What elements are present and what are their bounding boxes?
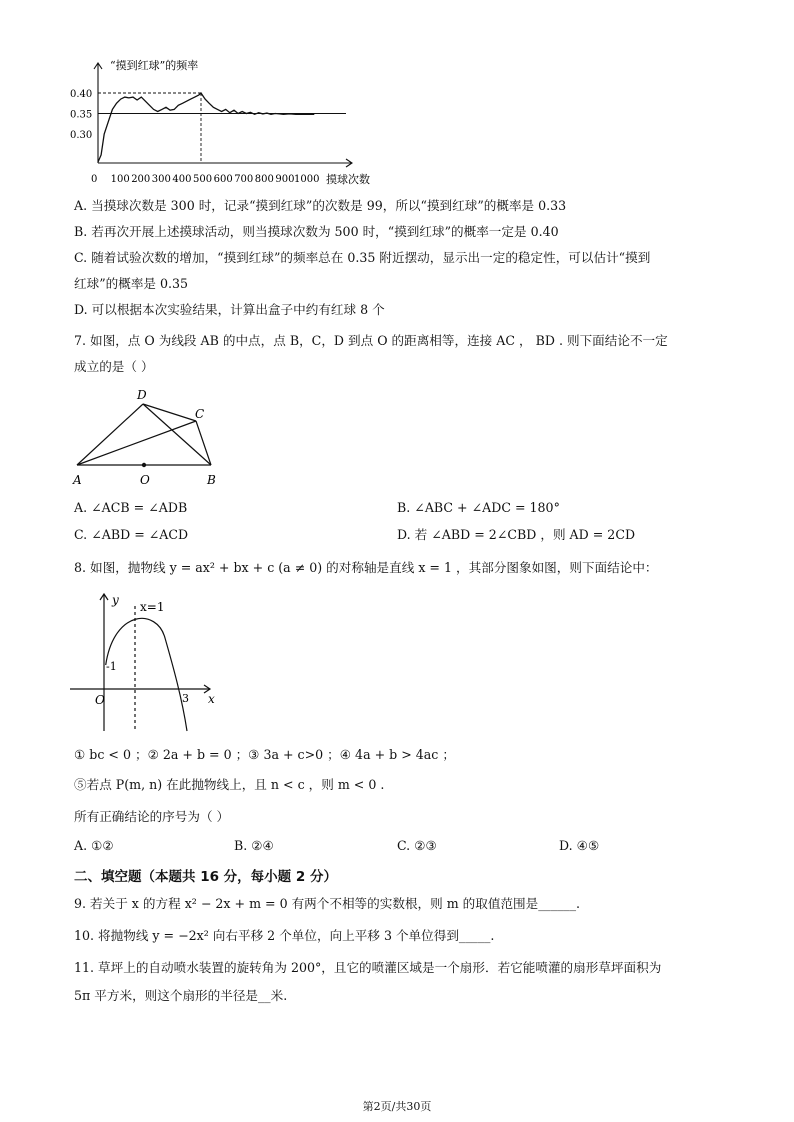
q8-parabola-figure: [68, 588, 224, 734]
segment-ac: [77, 421, 196, 465]
q7-stem-line1: 7. 如图，点 O 为线段 AB 的中点，点 B，C，D 到点 O 的距离相等，连接 AC ， BD . 则下面结论不一定: [74, 333, 668, 348]
y-tick-label: 0.40: [70, 89, 93, 100]
q6-option-a: A. 当摸球次数是 300 时，记录“摸到红球”的次数是 99，所以“摸到红球”的概率是 0.33: [74, 198, 567, 213]
x-tick-label: 800: [254, 174, 274, 185]
label-c: C: [195, 407, 205, 421]
segment-dc: [143, 404, 196, 421]
parabola-curve: [106, 618, 187, 731]
q8-option-a: A. ①②: [74, 838, 114, 853]
y-tick-label: 0.35: [70, 109, 93, 121]
q7-option-b: B. ∠ABC + ∠ADC = 180°: [397, 500, 560, 515]
frequency-series-line: [98, 93, 314, 162]
q7-stem-line2: 成立的是（ ）: [74, 359, 154, 374]
x-tick-label: 700: [234, 174, 254, 185]
q8-statements-1-4: ① bc < 0 ；② 2a + b = 0 ；③ 3a + c>0 ；④ 4a + b > 4ac ；: [74, 747, 455, 762]
section-title-fill-in: 二、填空题（本题共 16 分，每小题 2 分）: [74, 869, 337, 885]
q7-option-d: D. 若 ∠ABD = 2∠CBD ，则 AD = 2CD: [397, 527, 636, 542]
chart-xlabel: 摸球次数: [326, 173, 370, 186]
q7-option-c: C. ∠ABD = ∠ACD: [74, 527, 189, 542]
q10: 10. 将抛物线 y = −2x² 向右平移 2 个单位，向上平移 3 个单位得到_____.: [74, 928, 495, 943]
y-axis-label: y: [112, 593, 119, 607]
q9: 9. 若关于 x 的方程 x² − 2x + m = 0 有两个不相等的实数根，则 m 的取值范围是______.: [74, 896, 581, 911]
q11-line2: 5π 平方米，则这个扇形的半径是__米.: [74, 988, 288, 1003]
q7-option-a: A. ∠ACB = ∠ADB: [74, 500, 188, 515]
frequency-chart: [60, 55, 390, 190]
q6-option-b: B. 若再次开展上述摸球活动，则当摸球次数为 500 时，“摸到红球”的概率一定是 0.40: [74, 224, 559, 239]
x-tick-label: 0: [91, 174, 98, 185]
origin-label: O: [95, 693, 105, 707]
x-tick-label: 500: [193, 174, 213, 185]
label-d: D: [137, 388, 147, 402]
q6-option-d: D. 可以根据本次实验结果，计算出盒子中约有红球 8 个: [74, 302, 385, 317]
q11-line1: 11. 草坪上的自动喷水装置的旋转角为 200°，且它的喷灌区域是一个扇形．若它能喷灌的扇形草坪面积为: [74, 960, 662, 975]
page-footer: 第2页/共30页: [362, 1100, 432, 1113]
x-tick-label: 1000: [294, 174, 320, 185]
x-tick-label: 100: [110, 174, 130, 185]
label-o: O: [140, 473, 150, 487]
segment-ad: [77, 404, 143, 465]
q8-option-d: D. ④⑤: [559, 838, 600, 853]
x-tick-label: 600: [213, 174, 233, 185]
neg1-label: -1: [106, 660, 117, 673]
y-tick-label: 0.30: [70, 130, 93, 141]
x-tick-label: 900: [275, 174, 295, 185]
chart-ylabel: “摸到红球”的频率: [110, 59, 199, 72]
x-tick-label: 300: [151, 174, 171, 185]
q8-stem: 8. 如图，抛物线 y = ax² + bx + c (a ≠ 0) 的对称轴是直线 x = 1 ，其部分图象如图，则下面结论中：: [74, 560, 658, 575]
chart-marks: [70, 63, 352, 185]
q8-option-c: C. ②③: [397, 838, 437, 853]
q7-figure: [70, 384, 230, 488]
q8-ask: 所有正确结论的序号为（ ）: [74, 809, 230, 824]
point-o-dot: [142, 463, 146, 467]
axis-of-symmetry-label: x=1: [140, 600, 165, 614]
three-label: 3: [182, 692, 189, 705]
q8-statement-5: ⑤若点 P(m, n) 在此抛物线上，且 n < c ，则 m < 0 .: [74, 777, 385, 792]
x-tick-label: 200: [131, 174, 151, 185]
label-a: A: [73, 473, 82, 487]
x-tick-label: 400: [172, 174, 192, 185]
label-b: B: [207, 473, 216, 487]
q6-option-c-line1: C. 随着试验次数的增加，“摸到红球”的频率总在 0.35 附近摆动，显示出一定的稳定性，可以估计“摸到: [74, 250, 651, 265]
x-axis-label: x: [208, 692, 215, 706]
q8-option-b: B. ②④: [234, 838, 274, 853]
q6-option-c-line2: 红球”的概率是 0.35: [74, 276, 189, 291]
